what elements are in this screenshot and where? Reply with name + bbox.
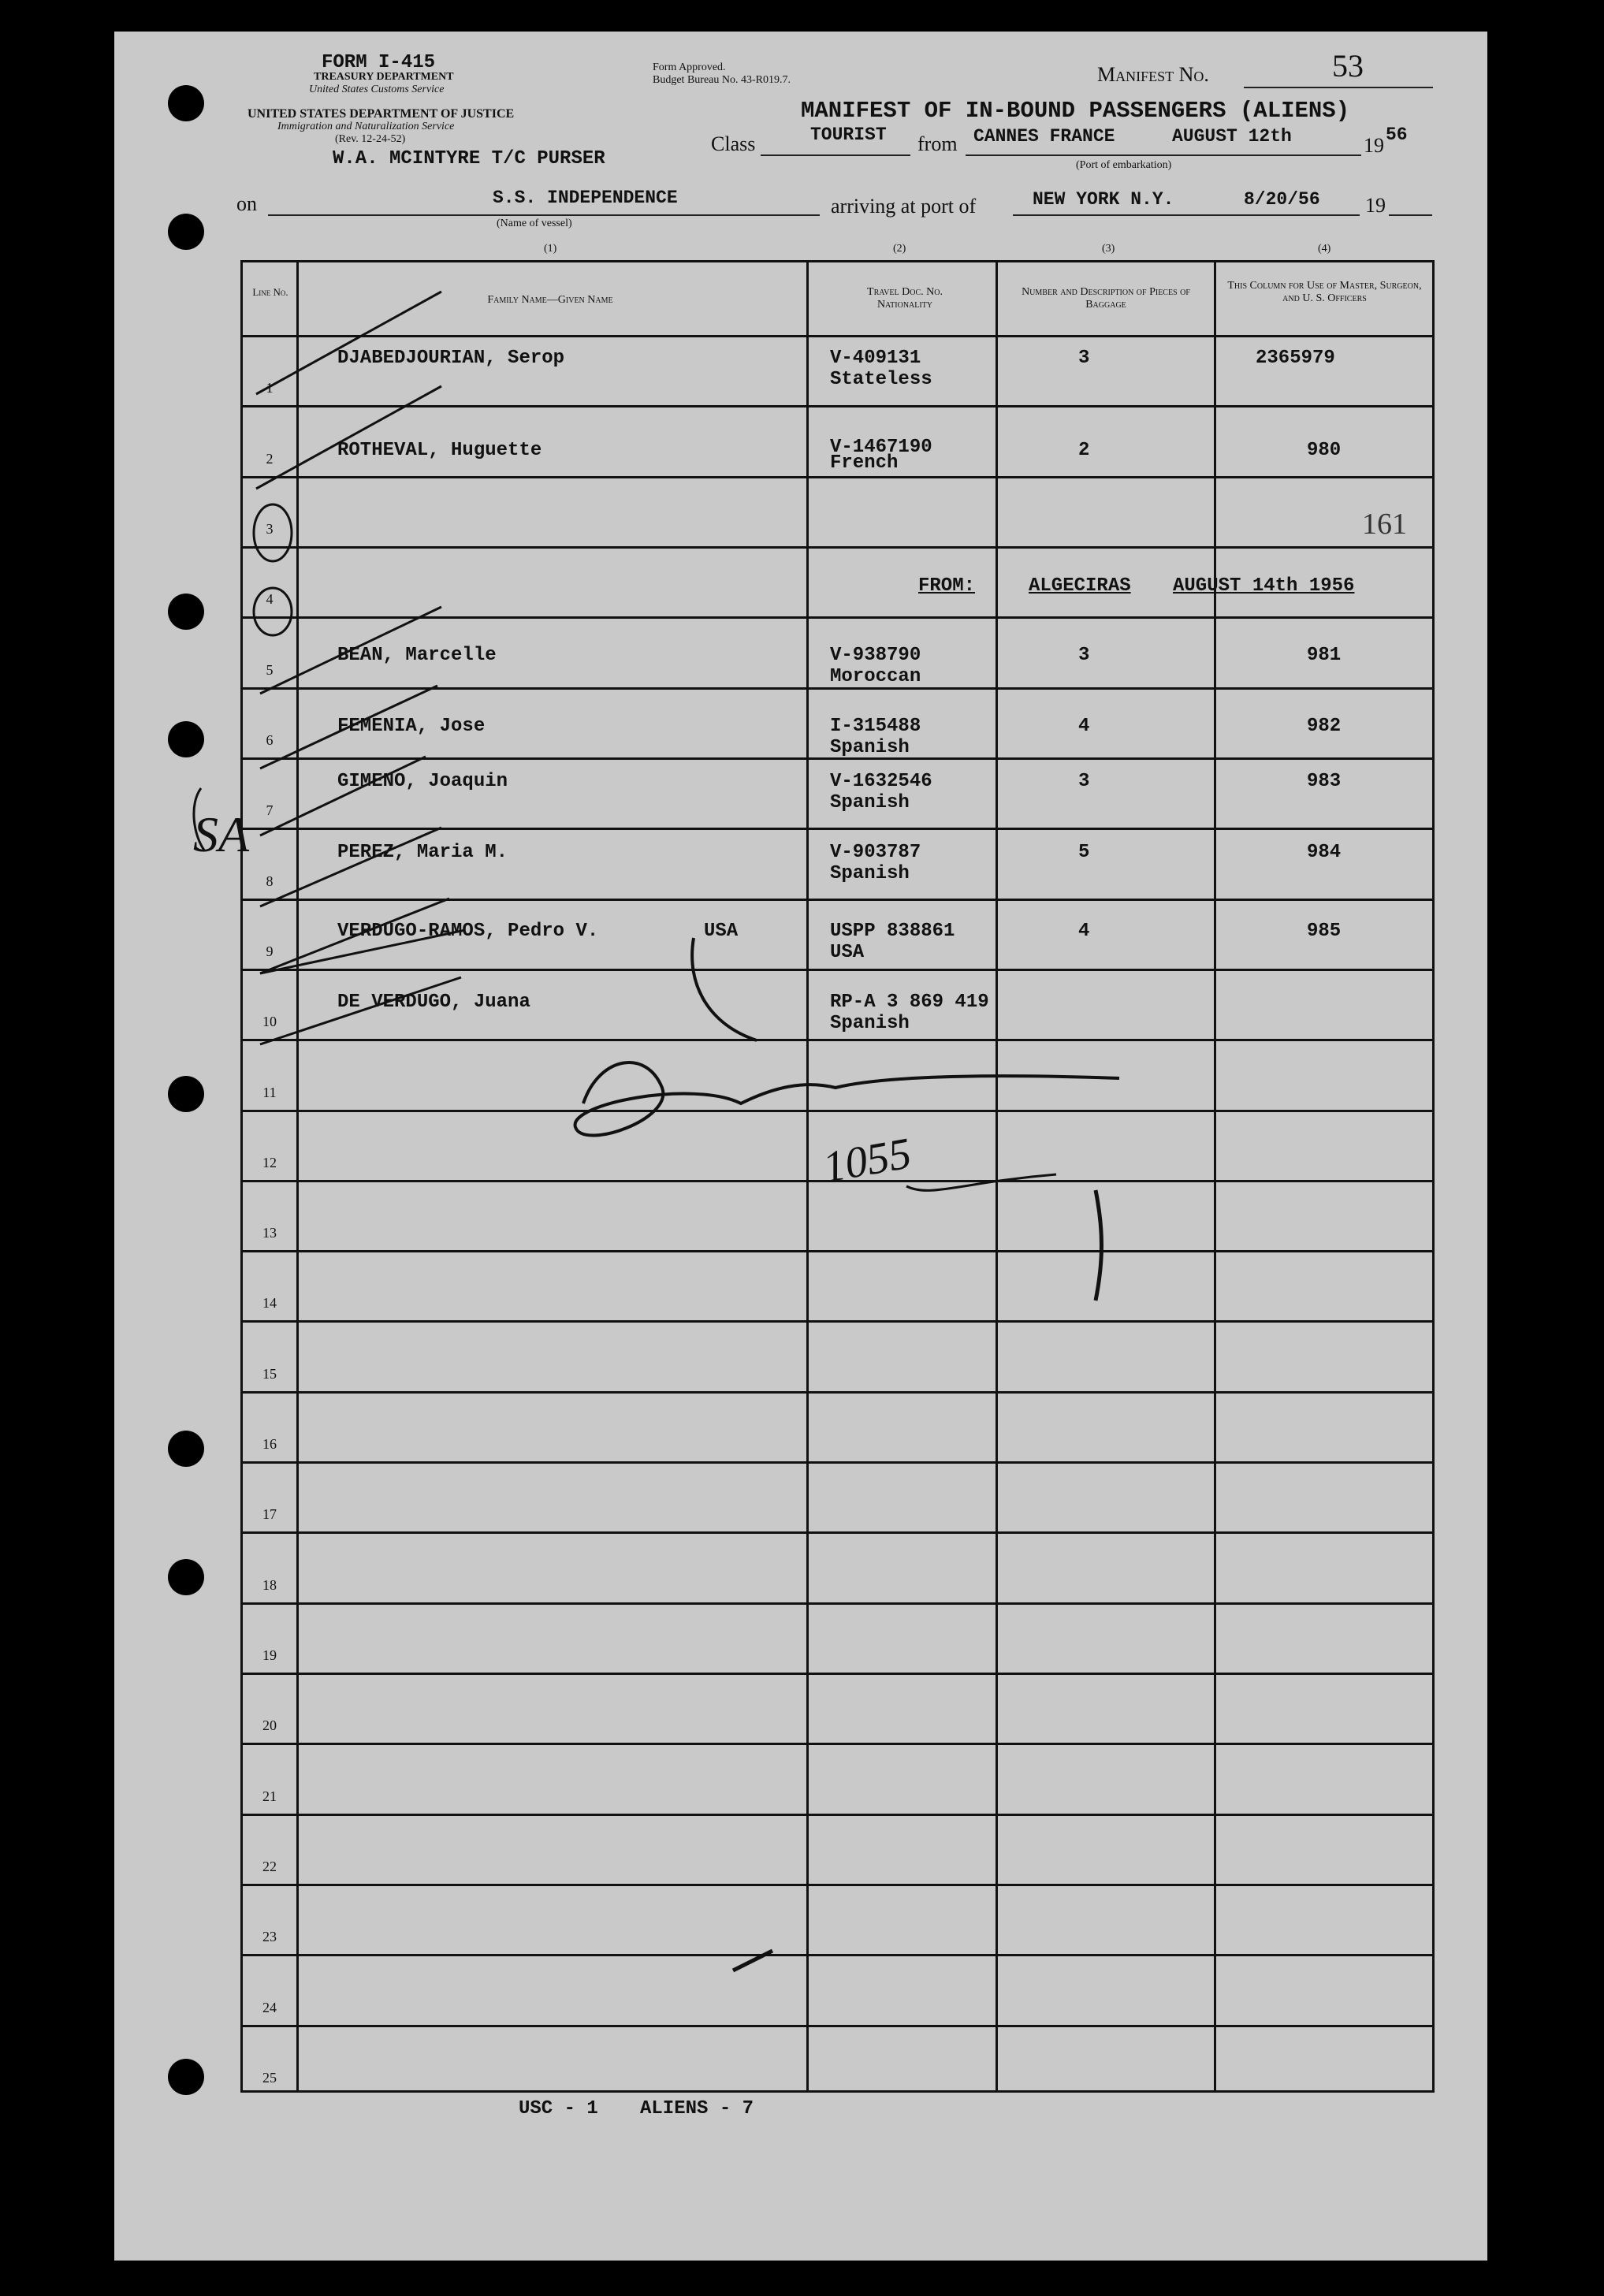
row-9-officer: 985 xyxy=(1307,921,1342,942)
line-number: 14 xyxy=(262,1295,277,1312)
row-2-doc xyxy=(830,437,932,474)
line-number: 10 xyxy=(262,1014,277,1030)
from-line xyxy=(966,154,1361,156)
row-7-officer: 983 xyxy=(1307,771,1342,792)
row-divider xyxy=(243,1531,1432,1534)
line-number: 7 xyxy=(266,802,274,819)
row-1-name: DJABEDJOURIAN, Serop xyxy=(337,348,565,369)
arrival-date: 8/20/56 xyxy=(1244,189,1320,210)
class-line xyxy=(761,154,910,156)
year-suffix: 56 xyxy=(1386,125,1408,145)
col-num-2: (2) xyxy=(893,243,906,255)
row-1-doc xyxy=(830,348,932,390)
from-row-port: ALGECIRAS xyxy=(1029,575,1131,597)
row-divider xyxy=(243,2025,1432,2027)
row-7-doc-no: V-1632546 xyxy=(830,771,932,792)
line-number: 1 xyxy=(266,380,274,396)
arrival-year-label: 19 xyxy=(1365,194,1386,217)
line-number: 8 xyxy=(266,873,274,889)
row-divider xyxy=(243,1320,1432,1323)
row-6-doc xyxy=(830,716,921,758)
row-divider xyxy=(243,1110,1432,1112)
row-5-doc-no: V-938790 xyxy=(830,645,921,666)
row-divider xyxy=(243,1743,1432,1745)
handwritten-time: 1055 xyxy=(819,1129,915,1193)
row-8-officer: 984 xyxy=(1307,842,1342,863)
row-2-nationality: French xyxy=(830,452,899,474)
line-number: 24 xyxy=(262,1999,277,2015)
row-6-doc-no: I-315488 xyxy=(830,716,921,737)
binder-hole xyxy=(168,2059,204,2095)
row-divider xyxy=(243,1884,1432,1886)
col-num-4: (4) xyxy=(1318,243,1331,255)
from-port: CANNES FRANCE xyxy=(973,126,1115,147)
binder-hole xyxy=(168,1559,204,1595)
header-travel-doc: Travel Doc. No. Nationality xyxy=(867,286,943,311)
row-5-doc xyxy=(830,645,921,687)
year-label: 19 xyxy=(1364,134,1384,157)
line-number: 16 xyxy=(262,1436,277,1453)
row-5-name: BEAN, Marcelle xyxy=(337,645,497,666)
row-5-nationality: Moroccan xyxy=(830,666,921,687)
line-number: 22 xyxy=(262,1859,277,1875)
row-6-name: FEMENIA, Jose xyxy=(337,716,486,737)
line-number: 12 xyxy=(262,1154,277,1170)
class-label: Class xyxy=(711,132,756,155)
row-divider xyxy=(243,687,1432,690)
row-1-baggage: 3 xyxy=(1078,348,1090,369)
row-10-name: DE VERDUGO, Juana xyxy=(337,992,530,1013)
class-value: TOURIST xyxy=(810,125,887,145)
arrival-port: NEW YORK N.Y. xyxy=(1033,189,1174,210)
line-number: 5 xyxy=(266,661,274,678)
manifest-title: MANIFEST OF IN-BOUND PASSENGERS (ALIENS) xyxy=(801,98,1350,124)
line-number: 11 xyxy=(262,1084,277,1100)
row-7-nationality: Spanish xyxy=(830,792,910,813)
row-9-name: VERDUGO-RAMOS, Pedro V. xyxy=(337,921,599,942)
row-8-doc-no: V-903787 xyxy=(830,842,921,863)
on-label: on xyxy=(236,192,257,215)
row-10-doc-no: RP-A 3 869 419 xyxy=(830,992,989,1013)
row-8-nationality: Spanish xyxy=(830,863,910,884)
from-label: from xyxy=(917,132,958,155)
row-6-nationality: Spanish xyxy=(830,737,910,758)
line-number: 13 xyxy=(262,1225,277,1241)
binder-hole xyxy=(168,85,204,121)
form-approved: Form Approved. xyxy=(653,61,726,73)
dept-customs: United States Customs Service xyxy=(309,84,445,95)
binder-hole xyxy=(168,594,204,630)
row-divider xyxy=(243,899,1432,901)
binder-hole xyxy=(168,1076,204,1112)
row-divider xyxy=(243,1954,1432,1956)
footer-usc: USC - 1 xyxy=(519,2098,598,2119)
row-10-nationality: Spanish xyxy=(830,1013,910,1034)
row-9-usa: USA xyxy=(704,921,739,942)
row-1-nationality: Stateless xyxy=(830,369,932,390)
col-num-1: (1) xyxy=(544,243,557,255)
line-number: 19 xyxy=(262,1647,277,1664)
vessel-caption: (Name of vessel) xyxy=(497,218,572,229)
line-number: 23 xyxy=(262,1929,277,1945)
line-number: 15 xyxy=(262,1365,277,1382)
line-number: 25 xyxy=(262,2070,277,2086)
header-name: Family Name—Given Name xyxy=(487,294,613,306)
header-officers: This Column for Use of Master, Surgeon, and U. S. Officers xyxy=(1227,280,1422,304)
row-divider xyxy=(243,1673,1432,1675)
line-number: 21 xyxy=(262,1788,277,1804)
from-date: AUGUST 12th xyxy=(1172,126,1292,147)
vessel-line xyxy=(268,214,820,216)
binder-hole xyxy=(168,214,204,250)
row-divider xyxy=(243,1602,1432,1605)
arrival-line xyxy=(1013,214,1360,216)
dept-ins: Immigration and Naturalization Service xyxy=(277,121,455,132)
row-divider xyxy=(243,1814,1432,1816)
row-8-name: PEREZ, Maria M. xyxy=(337,842,508,863)
row-divider xyxy=(243,828,1432,830)
from-row-label: FROM: xyxy=(918,575,976,597)
row-8-doc xyxy=(830,842,921,884)
vessel-name: S.S. INDEPENDENCE xyxy=(493,188,678,208)
binder-hole xyxy=(168,1431,204,1467)
header-baggage: Number and Description of Pieces of Baggage xyxy=(1022,286,1190,311)
line-number: 9 xyxy=(266,943,274,959)
arrival-year-line xyxy=(1389,214,1432,216)
row-2-officer: 980 xyxy=(1307,440,1342,461)
line-number: 6 xyxy=(266,731,274,748)
line-number: 3 xyxy=(266,520,274,537)
col-divider xyxy=(806,262,809,2090)
row-5-officer: 981 xyxy=(1307,645,1342,666)
row-divider xyxy=(243,1039,1432,1041)
from-row-date: AUGUST 14th 1956 xyxy=(1173,575,1355,597)
handwritten-initials: SA xyxy=(193,806,250,862)
col-num-3: (3) xyxy=(1102,243,1115,255)
dept-treasury: TREASURY DEPARTMENT xyxy=(314,71,454,83)
form-revision: (Rev. 12-24-52) xyxy=(335,133,406,145)
line-number: 20 xyxy=(262,1717,277,1734)
manifest-no-line xyxy=(1244,87,1433,88)
row-3-stamp: 161 xyxy=(1362,508,1407,541)
line-number: 18 xyxy=(262,1576,277,1593)
line-number: 17 xyxy=(262,1506,277,1523)
manifest-table xyxy=(240,260,1435,2093)
row-2-name: ROTHEVAL, Huguette xyxy=(337,440,542,461)
row-2-doc-no: V-1467190 xyxy=(830,437,932,458)
row-9-nationality: USA xyxy=(830,942,865,963)
row-10-doc xyxy=(830,992,989,1034)
row-6-officer: 982 xyxy=(1307,716,1342,737)
manifest-number: 53 xyxy=(1332,48,1364,84)
row-1-doc-no: V-409131 xyxy=(830,348,921,369)
row-divider xyxy=(243,546,1432,549)
row-9-baggage: 4 xyxy=(1078,921,1090,942)
line-number: 2 xyxy=(266,450,274,467)
row-divider xyxy=(243,1250,1432,1252)
form-number: FORM I-415 xyxy=(322,52,436,73)
header-line-no: Line No. xyxy=(252,286,288,298)
row-9-doc-no: USPP 838861 xyxy=(830,921,955,942)
purser-name: W.A. MCINTYRE T/C PURSER xyxy=(333,148,605,169)
col-divider xyxy=(996,262,998,2090)
port-embark-caption: (Port of embarkation) xyxy=(1076,159,1172,171)
row-5-baggage: 3 xyxy=(1078,645,1090,666)
footer-aliens: ALIENS - 7 xyxy=(640,2098,754,2119)
row-divider xyxy=(243,476,1432,478)
binder-hole xyxy=(168,721,204,757)
row-divider xyxy=(243,969,1432,971)
row-divider xyxy=(243,405,1432,407)
budget-bureau: Budget Bureau No. 43-R019.7. xyxy=(653,74,791,86)
row-8-baggage: 5 xyxy=(1078,842,1090,863)
row-2-baggage: 2 xyxy=(1078,440,1090,461)
row-divider xyxy=(243,1180,1432,1182)
row-1-officer: 2365979 xyxy=(1256,348,1335,369)
row-divider xyxy=(243,616,1432,619)
arriving-label: arriving at port of xyxy=(831,195,977,218)
line-number: 4 xyxy=(266,591,274,608)
col-divider xyxy=(1214,262,1216,2090)
header-divider xyxy=(243,335,1432,337)
manifest-no-label: Manifest No. xyxy=(1097,63,1209,86)
row-7-baggage: 3 xyxy=(1078,771,1090,792)
dept-justice: UNITED STATES DEPARTMENT OF JUSTICE xyxy=(247,107,515,121)
row-divider xyxy=(243,1391,1432,1394)
row-7-name: GIMENO, Joaquin xyxy=(337,771,508,792)
row-9-doc xyxy=(830,921,955,963)
row-6-baggage: 4 xyxy=(1078,716,1090,737)
row-divider xyxy=(243,1461,1432,1464)
col-divider xyxy=(296,262,299,2090)
row-7-doc xyxy=(830,771,932,813)
